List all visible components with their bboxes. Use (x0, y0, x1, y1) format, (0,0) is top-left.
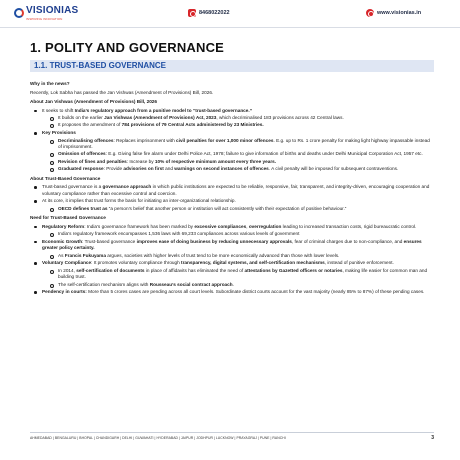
visionias-logo[interactable] (14, 6, 78, 22)
section-title: 1.1. TRUST-BASED GOVERNANCE (34, 61, 167, 70)
list-item: Economic Growth: Trust-based governance improves ease of doing business by reducing unnecessary approvals, fear of criminal charges due to non-compliance, and ensures greater policy certainty. As Francis Fukuyama argues, societies with higher levels of trust tend to be more economically advanced than those with lower levels. (30, 239, 434, 259)
list-item: Trust-based governance is a governance approach in which public institutions are expected to be reliable, responsive, fair, transparent, and integrity-driven, encouraging cooperation and voluntary compliance rather than excessive control and coercion. (30, 184, 434, 197)
list-item: Key Provisions Decriminalising offences: Replaces imprisonment with civil penalties for over 1,000 minor offences. E.g. up to Rs. 1 crore penalty for making light highway impassable instead of imprisonment. Omission of offences: E.g. Giving false fire alarm under Delhi Police Act, 1978; failure to give information of births and deaths under Delhi Municipal Corporation Act, 1957 etc. Revision of fines and penalties: Increase by 10% of respective minimum amount every three years. Graduated response: Provide advisories on first and warnings on second instances of offences. A civil penalty will be imposed for subsequent contraventions. (30, 130, 434, 172)
list-item: It seeks to shift India’s regulatory approach from a punitive model to “trust-based governance.” It builds on the earlier Jan Vishwas (Amendment of Provisions) Act, 2023, which decriminalised 183 provisions across 42 Central laws. It proposes the amendment of 784 provisions of 79 Central Acts administered by 23 Ministries. (30, 108, 434, 129)
page-footer (30, 432, 434, 442)
list-item: At its core, it implies that trust forms the basis for initiating an inter-organizational relationship. OECD defines trust as “a person’s belief that another person or institution will act consistently with their expectation of positive behaviour.” (30, 198, 434, 212)
list-item: The self-certification mechanism aligns with Rousseau’s social contract approach. (42, 282, 434, 288)
footer-cities: AHMEDABAD | BENGALURU | BHOPAL | CHANDIGARH | DELHI | GUWAHATI | HYDERABAD | JAIPUR | JODHPUR | LUCKNOW | PRAYAGRAJ | PUNE | RANCHI (30, 436, 286, 440)
globe-icon (366, 9, 374, 17)
phone-number: 8468022022 (199, 10, 230, 16)
bill-points-list (30, 108, 434, 173)
list-item: Pendency in courts: More than 5 crores cases are pending across all court levels. Subordinate district courts account for the vast majority (nearly 85% to 87%) of these pending cases. (30, 289, 434, 295)
list-item: Decriminalising offences: Replaces imprisonment with civil penalties for over 1,000 minor offences. E.g. up to Rs. 1 crore penalty for making light highway impassable instead of imprisonment. (42, 138, 434, 151)
page-header (0, 0, 460, 28)
list-item: Graduated response: Provide advisories on first and warnings on second instances of offences. A civil penalty will be imposed for subsequent contraventions. (42, 166, 434, 172)
brand-tagline: INSPIRING INNOVATION (26, 17, 63, 21)
about-trust-heading: About Trust-Based Governance (30, 175, 101, 181)
website-url: www.visionias.in (377, 10, 422, 16)
list-item: It proposes the amendment of 784 provisions of 79 Central Acts administered by 23 Ministries. (42, 122, 434, 128)
article-body (30, 78, 434, 298)
page-title: 1. POLITY AND GOVERNANCE (30, 40, 225, 55)
list-item: Voluntary Compliance: It promotes voluntary compliance through transparency, digital systems, and self-certification mechanisms, instead of punitive enforcement. In 2014, self-certification of documents in place of affidavits has eliminated the need of attestations by Gazetted officers or notaries, making life easier for common man and building trust. The self-certification mechanism aligns with Rousseau’s social contract approach. (30, 260, 434, 288)
list-item: Regulatory Reform: India’s governance framework has been marked by excessive compliances, overregulation leading to increased transaction costs, rigid bureaucratic control. India’s regulatory framework encompasses 1,536 laws with 69,233 compliances across various levels of government (30, 224, 434, 238)
list-item: India’s regulatory framework encompasses 1,536 laws with 69,233 compliances across various levels of government (42, 231, 434, 237)
list-item: As Francis Fukuyama argues, societies with higher levels of trust tend to be more economically advanced than those with lower levels. (42, 253, 434, 259)
need-heading: Need for Trust-Based Governance (30, 215, 106, 221)
list-item: Omission of offences: E.g. Giving false fire alarm under Delhi Police Act, 1978; failure to give information of births and deaths under Delhi Municipal Corporation Act, 1957 etc. (42, 151, 434, 157)
header-phone[interactable] (188, 9, 230, 17)
list-item: Revision of fines and penalties: Increase by 10% of respective minimum amount every three years. (42, 159, 434, 165)
brand-name: VISIONIAS (26, 5, 79, 16)
about-bill-heading: About Jan Vishwas (Amendment of Provisions) Bill, 2026 (30, 99, 158, 104)
list-item: It builds on the earlier Jan Vishwas (Amendment of Provisions) Act, 2023, which decriminalised 183 provisions across 42 Central laws. (42, 115, 434, 121)
logo-mark-icon (14, 8, 24, 18)
need-points-list (30, 224, 434, 296)
phone-icon (188, 9, 196, 17)
why-text: Recently, Lok Sabha has passed the Jan Vishwas (Amendment of Provisions) Bill, 2026. (30, 89, 214, 95)
trust-points-list (30, 184, 434, 212)
why-heading: Why in the news? (30, 81, 70, 86)
header-website[interactable] (366, 9, 421, 17)
list-item: OECD defines trust as “a person’s belief that another person or institution will act consistently with their expectation of positive behaviour.” (42, 206, 434, 212)
list-item: In 2014, self-certification of documents in place of affidavits has eliminated the need of attestations by Gazetted officers or notaries, making life easier for common man and building trust. (42, 268, 434, 281)
page-number: 3 (431, 435, 434, 441)
